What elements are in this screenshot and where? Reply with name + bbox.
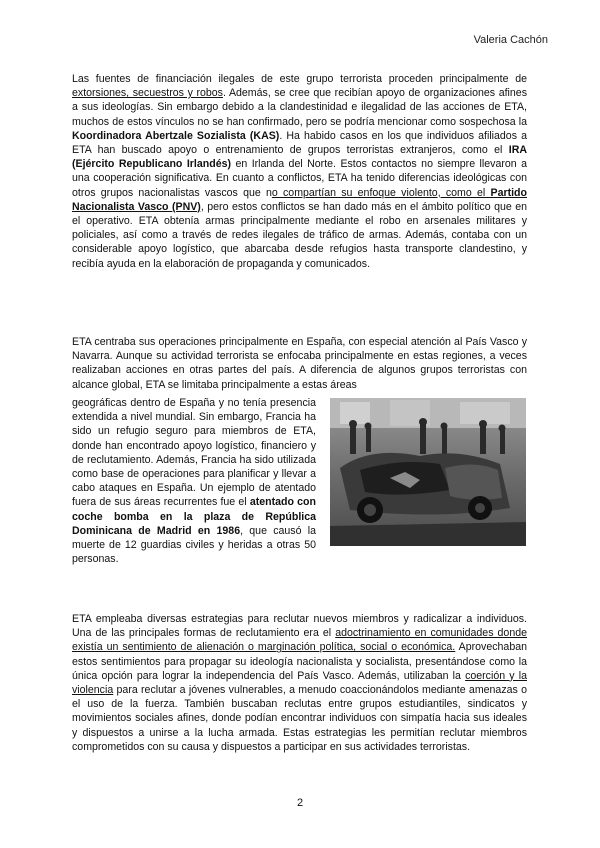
text-span: , pero estos conflictos se han dado más en el ámbito político que en el operativo. ETA obtenía armas principalmente mediante el robo en arsenales militares y policiales, así como a través de redes ilegales de tráfico de armas. Además, contaba con un considerable apoyo logístico, que abarcaba desde refugios hasta transporte clandestino, y recibía ayuda en la elaboración de propaganda y comunicados. — [72, 200, 528, 270]
car-bomb-photo — [330, 398, 526, 546]
underlined-text: adoctrinamiento en comunidades donde existía un sentimiento de alienación o marginación política, social o económica. — [72, 627, 527, 654]
underlined-text: o compartían su enfoque violento, como el — [271, 186, 491, 199]
bold-text-kas: Koordinadora Abertzale Sozialista (KAS) — [72, 129, 280, 142]
paragraph-financing — [72, 72, 527, 271]
bold-text-ira: IRA (Ejército Republicano Irlandés) — [72, 144, 527, 171]
text-span: en Irlanda del Norte. Estos contactos no siempre llevaron a una cooperación significativa. En cuanto a conflictos, ETA ha tenido diferencias ideológicas con otros grupos nacionalistas vascos que n — [72, 158, 527, 199]
photo-illustration — [330, 398, 526, 546]
underlined-text: extorsiones, secuestros y robos — [72, 87, 223, 100]
bold-text-attack: atentado con coche bomba en la plaza de República Dominicana de Madrid en 1986 — [72, 496, 316, 537]
text-span: geográficas dentro de España y no tenía presencia extendida a nivel mundial. Sin embargo, Francia ha sido un refugio seguro para miembros de ETA, donde han encontrado apoyo logístico, financiero y de reclutamiento. Además, Francia ha sido utilizada como base de operaciones para planificar y llevar a cabo ataques en España. Un ejemplo de atentado fuera de sus áreas recurrentes fue el — [72, 397, 316, 509]
text-span: Aprovechaban estos sentimientos para propagar su ideología nacionalista y socialista, presentándose como la única opción para lograr la independencia del País Vasco. Además, utilizaban la — [72, 641, 527, 682]
text-span: . Además, se cree que recibían apoyo de organizaciones afines a sus ideologías. Sin embargo debido a la clandestinidad e ilegalidad de las acciones de ETA, muchos de estos vínculos no se han confirmado, pero se podría mencionar como sospechosa la — [72, 87, 527, 128]
header-author: Valeria Cachón — [473, 34, 548, 46]
bold-text-pnv: Partido Nacionalista Vasco (PNV) — [72, 186, 527, 213]
underlined-text: coerción y la violencia — [72, 669, 527, 697]
text-span: para reclutar a jóvenes vulnerables, a menudo coaccionándolos mediante amenazas o el uso de la fuerza. También buscaban reclutas entre grupos estudiantiles, sindicatos y movimientos sociales afines, donde podían encontrar individuos con simpatía hacia sus ideales y dispuestos a unirse a la lucha armada. Estas estrategias les permitían reclutar miembros comprometidos con su causa y dispuestos a participar en sus actividades terroristas. — [72, 684, 527, 753]
page-number: 2 — [296, 797, 304, 809]
paragraph-operations: ETA centraba sus operaciones principalmente en España, con especial atención al País Vasco y Navarra. Aunque su actividad terrorista se enfocaba principalmente en estas regiones, a veces realizaban acciones en otras partes del país. A diferencia de algunos grupos terroristas con alcance global, ETA se limitaba principalmente a estas áreas — [72, 336, 527, 391]
text-span: , que causó la muerte de 12 guardias civiles y heridas a otras 50 personas. — [72, 524, 316, 566]
paragraph-operations-wrap — [72, 396, 316, 566]
paragraph-recruitment — [72, 612, 527, 754]
text-span: Las fuentes de financiación ilegales de este grupo terrorista proceden principalmente de — [72, 73, 527, 85]
text-span: ETA empleaba diversas estrategias para reclutar nuevos miembros y radicalizar a individuos. Una de las principales formas de reclutamiento era el — [72, 613, 527, 640]
text-span: . Ha habido casos en los que individuos afiliados a ETA han buscado apoyo o entrenamiento de grupos terroristas extranjeros, como el — [72, 129, 527, 157]
